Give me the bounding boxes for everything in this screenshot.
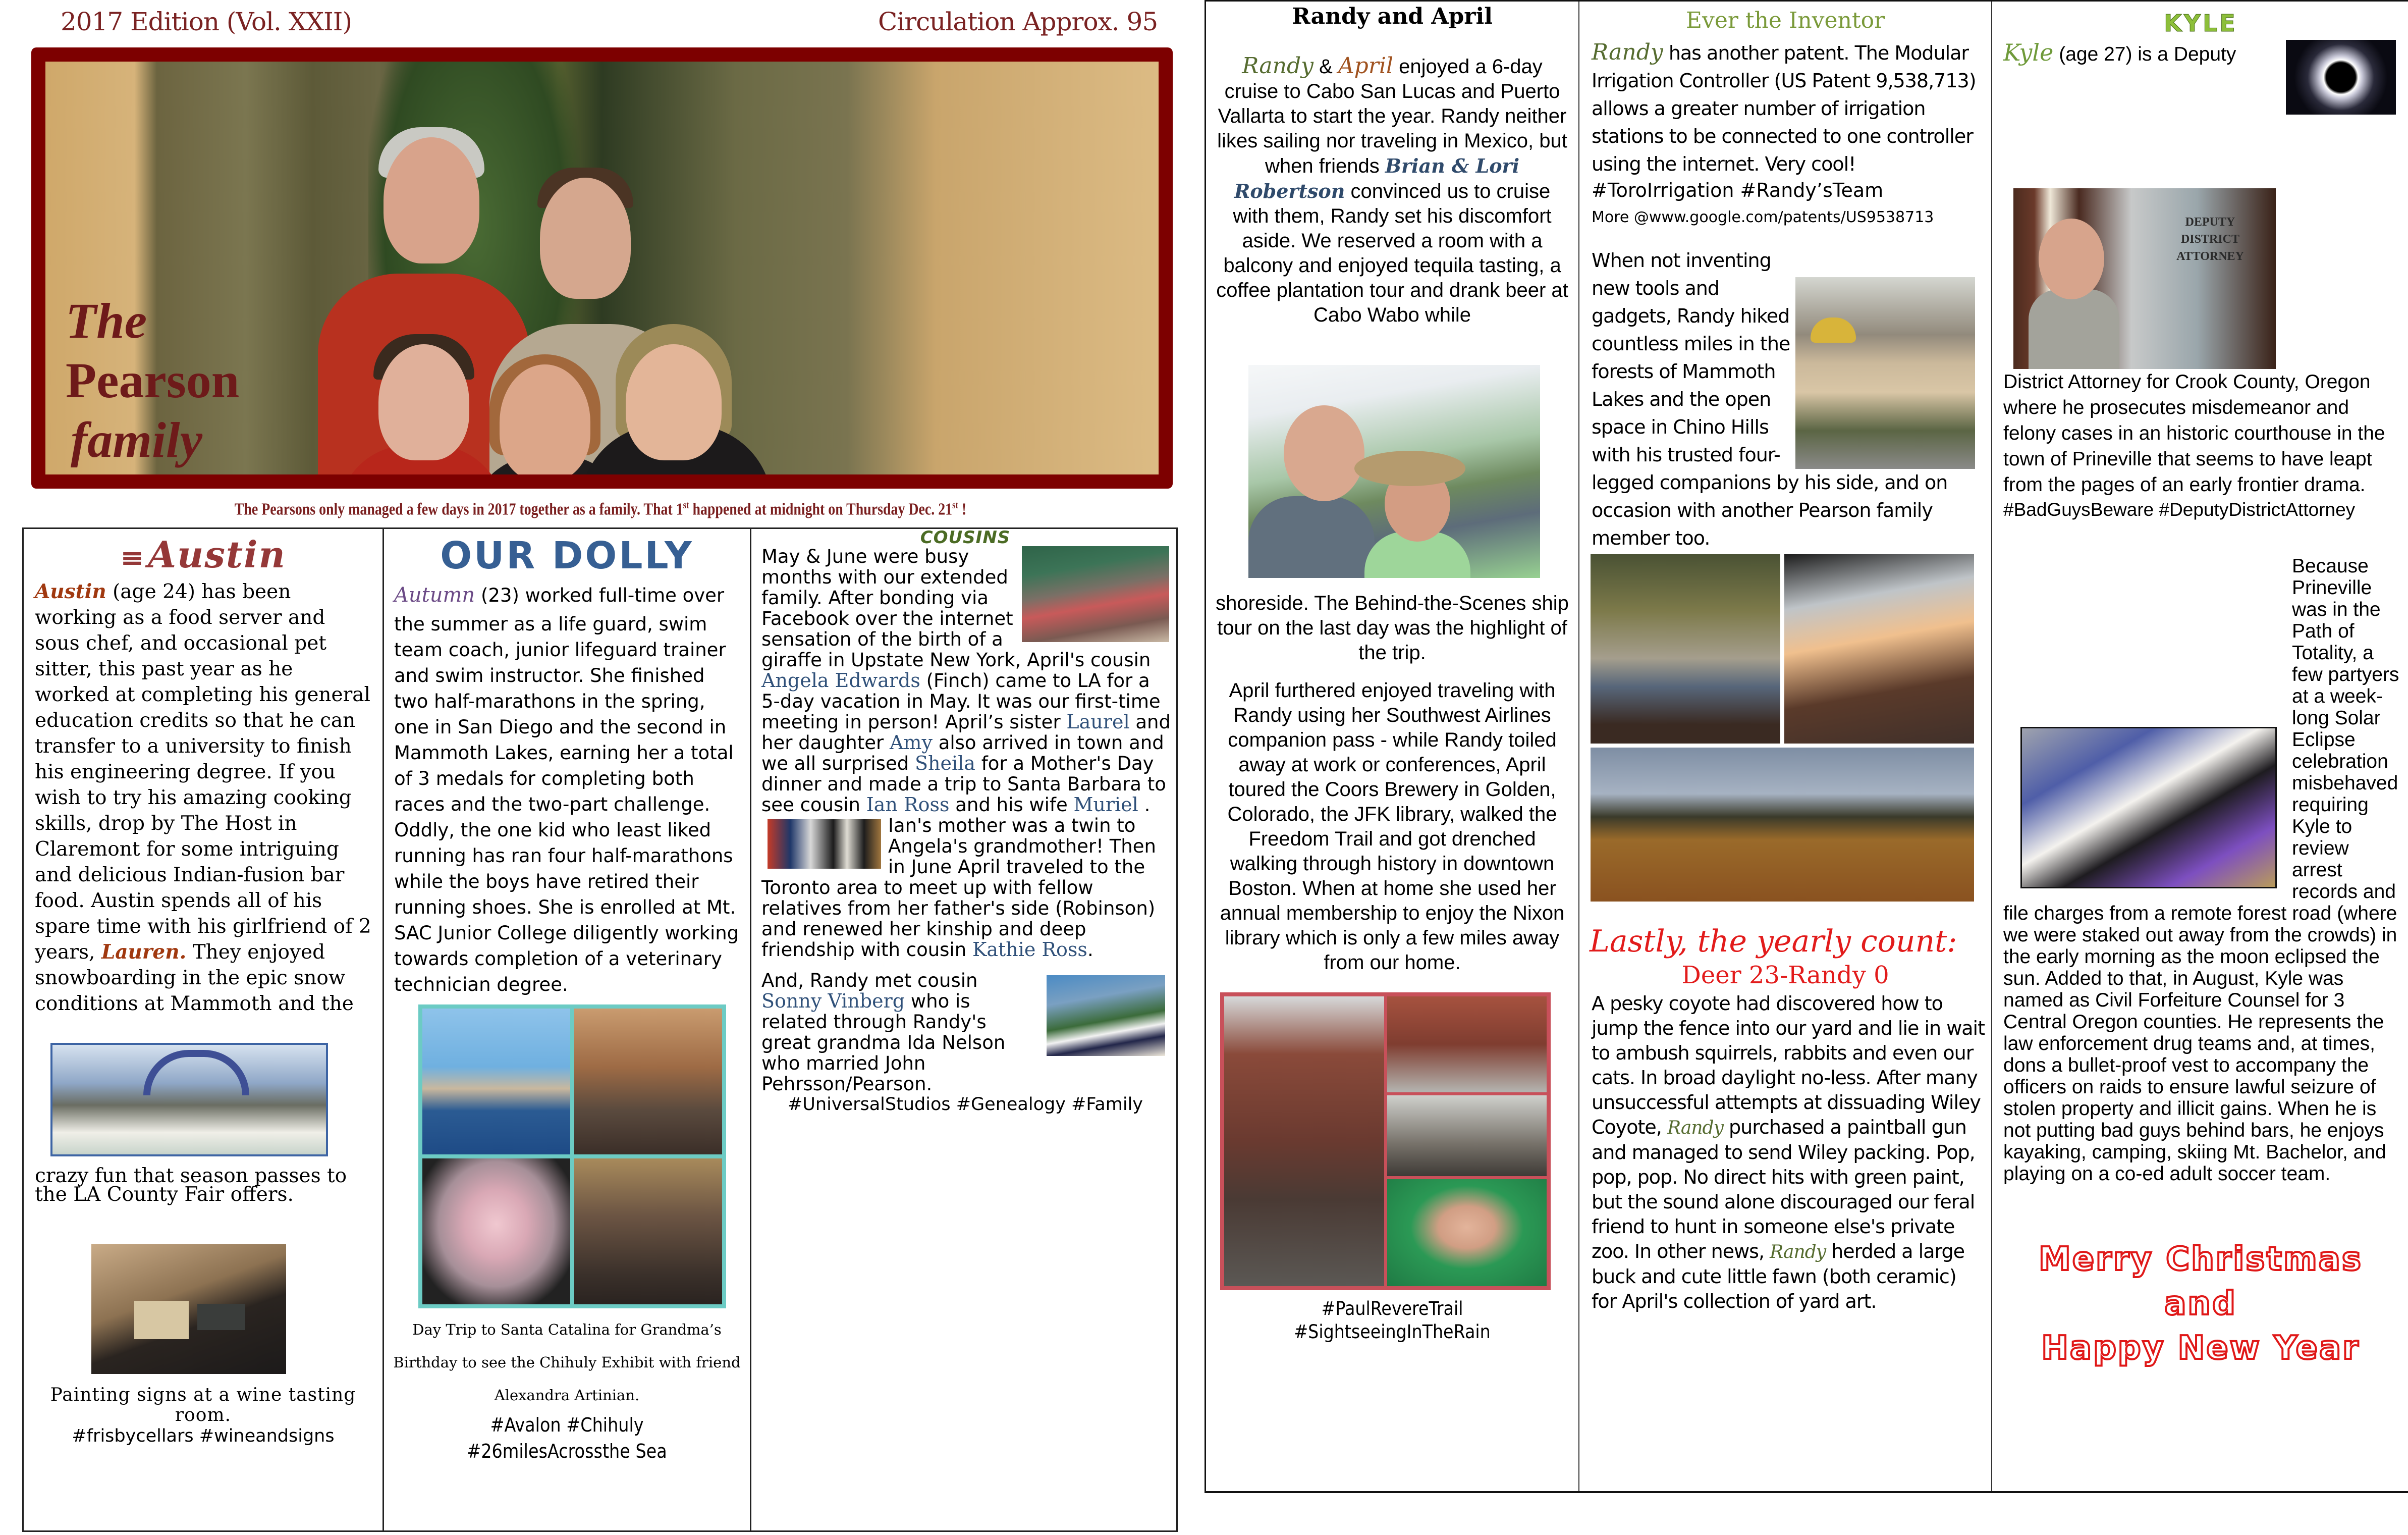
cousins-text-part: And, Randy met cousin [761, 970, 978, 991]
face [2039, 219, 2104, 299]
lauren-name: Lauren. [101, 940, 187, 964]
hiking-photo-collage [1591, 554, 1974, 902]
boston-hashtag-2: #SightseeingInTheRain [1294, 1321, 1491, 1343]
circulation-label: Circulation Approx. 95 [878, 7, 1158, 36]
name-angela: Angela Edwards [761, 669, 920, 692]
cousins-text-part: . [1087, 939, 1093, 961]
superscript: st [683, 500, 689, 511]
dolly-body-text: the summer as a life guard, swim team coach, junior lifeguard trainer and swim instructor. She finished two half-marathons in the spring, one in San Diego and the second in Mammoth Lakes, earning her a total of 3 medals for completing both races and the two-part challenge. Oddly, the one kid who least liked running has ran four half-marathons while the boys have retired their running shoes. She is enrolled at Mt. SAC Junior College diligently working towards completion of a veterinary technician degree. [394, 613, 739, 995]
kyle-eclipse-text-part: Because Prineville was in the Path of Totality, a few partyers at a week-long Solar Eclipse celebration misbehaved requiring Kyle to review arrest records and file charges from a remote forest road (where we were staked out away from the crowds) in the early morning as the moon eclipsed the sun. Added to that, in August, Kyle was named as Civil Forfeiture Counsel for 3 Central Oregon counties. He represents the law enforcement drug teams and, at times, dons a bullet-proof vest to accompany the officers on raids to ensure lawful seizure of stolen property and illicit gains. When he is not putting bad guys behind bars, he enjoys kayaking, camping, skiing Mt. Bachelor, and playing on a co-ed adult soccer team. [2003, 555, 2399, 1185]
eclipse-group-photo [2020, 727, 2277, 888]
face [540, 178, 631, 299]
randy-dog-photo [1591, 554, 1780, 744]
kyle-heading: KYLE [2164, 10, 2237, 37]
toronto-relatives-photo [768, 819, 881, 869]
title-line: family [71, 412, 203, 468]
dolly-heading: OUR DOLLY [440, 534, 694, 577]
april-selfie-photo [1387, 1179, 1547, 1286]
face [384, 137, 479, 263]
greeting-line: Happy New Year [2041, 1330, 2360, 1367]
coyote-text-part: herded a large buck and cute little fawn (both ceramic) for April's collection of yard art. [1592, 1240, 1964, 1312]
dolly-text [384, 577, 750, 997]
solar-eclipse-photo [2286, 40, 2396, 115]
avalon-harbor-photo [422, 1009, 570, 1154]
universal-studios-photo [1047, 975, 1165, 1056]
cousins-text-part: for a Mother's Day dinner and made a trip to Santa Barbara to see cousin [761, 753, 1166, 816]
dolly-hashtags-2: #26milesAcrossthe Sea [467, 1440, 667, 1462]
inventor-text-part: has another patent. The Modular Irrigation Controller (US Patent 9,538,713) allows a greater number of irrigation stations to be connected to one controller using the internet. Very cool! [1592, 42, 1976, 175]
fairplex-photo [50, 1043, 328, 1156]
austin-body-text: (age 24) has been working as a food server and sous chef, and occasional pet sitter, this past year as he worked at completing his general education credits so that he can transfer to a university to finish his engineering degree. If you wish to try his amazing cooking skills, drop by The Host in Claremont for some intriguing and delicious Indian-fusion bar food. Austin spends all of his spare time with his girlfriend of 2 years, [35, 580, 371, 964]
left-page-columns [22, 527, 1178, 1532]
cousins-text-part: (Finch) came to LA for a 5-day vacation in May. It was our first-time meeting in person! April’s sister [761, 670, 1161, 733]
name-sonny: Sonny Vinberg [761, 990, 905, 1012]
inventor-heading: Ever the Inventor [1685, 8, 1885, 33]
boston-building-photo [1224, 996, 1384, 1286]
name-ian: Ian Ross [866, 793, 950, 816]
inventor-hashtags: #ToroIrrigation #Randy’sTeam [1592, 179, 1884, 201]
brick-wall-photo [1387, 996, 1547, 1092]
cousins-text-part: May & June were busy months with our extended family. After bonding via Facebook over the internet sensation of the birth of a giraffe in Upstate New York, April's cousin [761, 546, 1151, 671]
randy-april-text-2: shoreside. The Behind-the-Scenes ship tour on the last day was the highlight of the trip. [1216, 592, 1569, 664]
name-april: April [1338, 53, 1393, 79]
greeting-line: Merry Christmas [2039, 1241, 2363, 1278]
spacer [761, 960, 1173, 970]
painted-sign [134, 1301, 189, 1339]
randy-april-text-3: April furthered enjoyed traveling with Randy using her Southwest Airlines companion pass - while Randy toiled away at work or conferences, April toured the Coors Brewery in Golden, Colorado, the JFK library, walked the Freedom Trail and got drenched walking through history in downtown Boston. When at home she used her annual membership to enjoy the Nixon library which is only a few miles away from our home. [1220, 679, 1565, 974]
name-kathie: Kathie Ross [972, 938, 1087, 961]
title-line: The [66, 293, 147, 349]
inventor-text [1579, 38, 1991, 178]
hero-frame [31, 47, 1173, 489]
austin-caption: Painting signs at a wine tasting room. [50, 1385, 356, 1425]
cousins-text-part: . Ian's mother was a twin to Angela's grandmother! Then in June April traveled to the Toronto area to meet up with fellow relatives from her father's side (Robinson) and renewed her kinship and deep friendship with cousin [761, 794, 1156, 961]
austin-hashtags: #frisbycellars #wineandsigns [72, 1426, 335, 1446]
catalina-photo-collage [418, 1004, 726, 1308]
boston-hashtag-1: #PaulRevereTrail [1321, 1298, 1463, 1319]
austin-text [24, 576, 382, 1017]
kyle-column [1992, 2, 2408, 1491]
shirt [2029, 289, 2119, 369]
randy-april-column [1206, 2, 1579, 1491]
austin-body-end: They enjoyed snowboarding in the epic snow conditions at Mammoth and the [35, 941, 354, 1015]
name-kyle: Kyle [2003, 39, 2054, 66]
cousins-heading: COUSINS [920, 529, 1011, 548]
superscript: st [952, 500, 958, 511]
austin-continued-text: crazy fun that season passes to the LA County Fair offers. [35, 1165, 347, 1206]
greeting-line: and [2164, 1285, 2237, 1322]
face [1284, 405, 1364, 501]
autumn-name: Autumn [394, 584, 475, 607]
title-line: Pearson [66, 352, 240, 408]
ampersand: & [1313, 56, 1338, 78]
door-sign-text: DEPUTY DISTRICT ATTORNEY [2176, 216, 2244, 263]
chihuly-glass-photo [422, 1158, 570, 1304]
name-randy: Randy [1667, 1118, 1723, 1138]
name-laurel: Laurel [1066, 711, 1130, 733]
randy-april-text-part: convinced us to cruise with them, Randy set his discomfort aside. We reserved a room with a balcony and enjoyed tequila tasting, a coffee plantation tour and drank beer at Cabo Wabo while [1216, 180, 1568, 326]
coyote-text [1579, 989, 1991, 1314]
subtitle-text: The Pearsons only managed a few days in 2017 together as a family. That 1 [234, 500, 683, 519]
edition-label: 2017 Edition (Vol. XXII) [61, 7, 352, 36]
friends-photo [574, 1158, 722, 1304]
newsletter-title [66, 291, 239, 470]
mammoth-hike-photo [1795, 277, 1975, 469]
name-amy: Amy [889, 731, 933, 754]
cousins-hashtags: #UniversalStudios #Genealogy #Family [787, 1094, 1143, 1115]
name-muriel: Muriel [1073, 793, 1138, 816]
kyle-eclipse-text [1992, 522, 2408, 1185]
name-robertsons: Brian & Lori Robertson [1234, 154, 1520, 202]
shirt [1248, 496, 1375, 578]
name-randy: Randy [1770, 1242, 1826, 1262]
fairplex-arch [143, 1050, 249, 1095]
cousins-text [751, 546, 1179, 1094]
dolly-first-line [394, 579, 744, 611]
cousins-text-part: and his wife [949, 794, 1074, 816]
offroad-selfie-photo [1784, 554, 1974, 744]
face [378, 344, 469, 460]
deputy-da-door-photo [2013, 188, 2276, 369]
randy-april-heading: Randy and April [1292, 4, 1493, 29]
holiday-greeting [1992, 1237, 2408, 1370]
inventor-column [1579, 2, 1992, 1491]
cousins-text-part: also arrived in town and we all surprised [761, 732, 1164, 774]
deer-score: Deer 23-Randy 0 [1681, 961, 1889, 989]
inventor-hiking-text [1579, 228, 1991, 552]
wine-tasting-photo [91, 1244, 286, 1374]
name-randy: Randy [1592, 39, 1663, 65]
right-page-columns [1205, 0, 2408, 1493]
dolly-caption: Day Trip to Santa Catalina for Grandma’s Birthday to see the Chihuly Exhibit with friend Alexandra Artinian. [393, 1321, 741, 1404]
austin-heading: ≡ Austin [24, 533, 382, 576]
face [626, 344, 722, 460]
painted-sign [197, 1304, 245, 1330]
yearly-count-heading: Lastly, the yearly count: [1590, 924, 1957, 959]
kyle-text-part: (age 27) is a Deputy District Attorney for Crook County, Oregon where he prosecutes misdemeanor and felony cases in an historic courthouse in the town of Prineville that seems to have leapt from the pages of an early frontier drama. [2003, 43, 2385, 496]
randy-april-text-part: enjoyed a 6-day cruise to Cabo San Lucas and Puerto Vallarta to start the year. Randy neither likes sailing nor traveling in Mexico, but when friends [1217, 56, 1567, 177]
cousins-group-photo [1022, 546, 1169, 642]
boston-photo-collage [1220, 992, 1551, 1290]
cruise-selfie-photo [1248, 365, 1540, 578]
inventor-hiking-text-part: When not inventing new tools and gadgets, Randy hiked countless miles in the forests of Mammoth Lakes and the open space in Chino Hills with his trusted four-legged companions by his side, and on occasion with another Pearson family member too. [1592, 249, 1948, 549]
street-photo [574, 1009, 722, 1154]
subtitle-text: ! [958, 500, 967, 519]
kyle-hashtags: #BadGuysBeware #DeputyDistrictAttorney [2003, 499, 2356, 520]
dolly-hashtags-1: #Avalon #Chihuly [490, 1414, 644, 1436]
kyle-text [1992, 40, 2408, 498]
cousins-column [751, 529, 1179, 1530]
trail-photo [1387, 1095, 1547, 1176]
patent-link[interactable]: More @www.google.com/patents/US9538713 [1592, 208, 1934, 226]
name-sheila: Sheila [915, 752, 975, 774]
coyote-text-part: purchased a paintball gun and managed to send Wiley packing. Pop, pop, pop. No direct hits with green paint, but the sound alone discouraged our feral friend to hunt in someone else's private zoo. In other news, [1592, 1116, 1975, 1262]
face [500, 364, 590, 474]
cousins-text-part: who is related through Randy's great grandma Ida Nelson who married John Pehrsson/Pearson. [761, 990, 1006, 1095]
subtitle-text: happened at midnight on Thursday Dec. 21 [689, 500, 953, 519]
name-randy: Randy [1242, 53, 1314, 79]
sun-hat [1354, 451, 1465, 486]
cousins-text-part: and her daughter [761, 711, 1171, 754]
coyote-text-part: A pesky coyote had discovered how to jump the fence into our yard and lie in wait to ambush squirrels, rabbits and even our cats. In broad daylight no-less. After many unsuccessful attempts at dissuading Wiley Coyote, [1592, 992, 1985, 1138]
dolly-column [384, 529, 751, 1530]
family-portrait-photo [45, 62, 1159, 474]
dolly-first-line-text: (23) worked full-time over [475, 585, 725, 606]
subtitle-banner [108, 500, 1093, 519]
austin-name: Austin [35, 580, 106, 603]
mountain-landscape-photo [1591, 748, 1974, 902]
yellow-cap [1811, 317, 1856, 343]
randy-april-text [1206, 54, 1578, 328]
austin-column [24, 529, 384, 1530]
